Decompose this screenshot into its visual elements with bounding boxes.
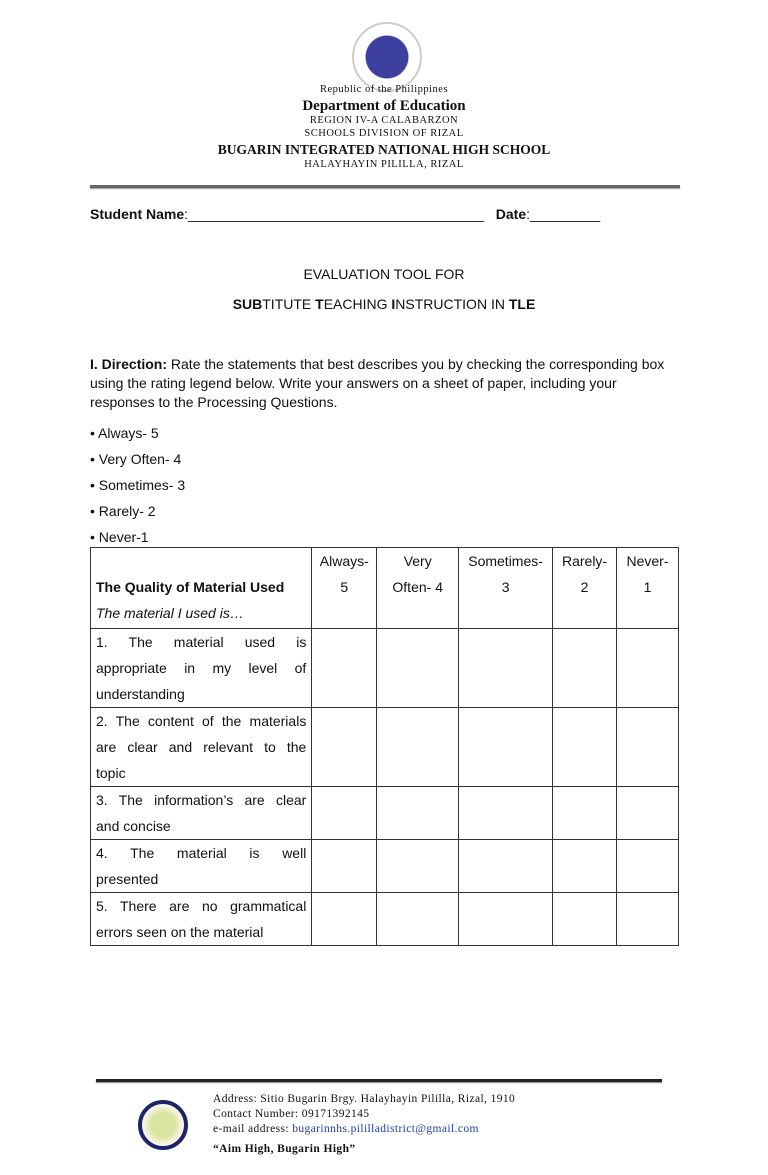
rating-cell[interactable] [377,787,459,840]
statement-1: 1. The material used is appropriate in my level of understanding [91,629,312,708]
rating-cell[interactable] [377,629,459,708]
republic-text: Republic of the Philippines [319,84,449,95]
rating-legend [90,420,185,550]
rating-cell[interactable] [312,787,377,840]
statement-3: 3. The information’s are clear and concise [91,787,312,840]
rating-cell[interactable] [553,893,617,946]
rating-cell[interactable] [617,708,679,787]
rating-cell[interactable] [377,840,459,893]
department-text: Department of Education [302,98,466,114]
header-divider [90,185,680,188]
table-header-row [91,548,679,629]
table-row [91,787,679,840]
student-line [90,206,600,222]
rating-cell[interactable] [617,629,679,708]
school-seal [138,1100,188,1150]
school-motto: “Aim High, Bugarin High” [213,1143,356,1155]
legend-item: • Always- 5 [90,425,159,441]
doc-title-line2: SUBTITUTE TEACHING INSTRUCTION IN TLE [232,296,536,312]
column-header-never: Never- 1 [617,548,679,629]
rating-cell[interactable] [617,893,679,946]
table-row [91,629,679,708]
criterion-subheader: The material I used is… [96,605,244,621]
legend-item: • Sometimes- 3 [90,477,186,493]
footer-contact-number: Contact Number: 09171392145 [213,1108,370,1120]
table-row [91,840,679,893]
region-text: REGION IV-A CALABARZON [309,115,459,126]
direction-paragraph: I. Direction: Rate the statements that best describes you by checking the corresponding box using the rating legend below. Write your answers on a sheet of paper, including your responses to the Processing Questions. [90,356,665,410]
rating-cell[interactable] [459,840,553,893]
rating-cell[interactable] [617,787,679,840]
student-name-label: Student Name [90,206,185,222]
date-label: Date [495,206,527,222]
statement-5: 5. There are no grammatical errors seen on the material [91,893,312,946]
deped-seal [352,22,422,92]
division-text: SCHOOLS DIVISION OF RIZAL [304,128,464,139]
rating-cell[interactable] [459,893,553,946]
column-header-sometimes: Sometimes- 3 [459,548,553,629]
legend-item: • Very Often- 4 [90,451,182,467]
doc-title-line1: EVALUATION TOOL FOR [303,266,465,282]
rating-cell[interactable] [553,840,617,893]
rating-cell[interactable] [312,629,377,708]
rating-cell[interactable] [459,708,553,787]
rating-cell[interactable] [377,893,459,946]
column-header-very-often: Very Often- 4 [377,548,459,629]
table-row [91,893,679,946]
table-row [91,708,679,787]
rating-cell[interactable] [312,708,377,787]
rating-cell[interactable] [459,629,553,708]
statement-4: 4. The material is well presented [91,840,312,893]
statement-2: 2. The content of the materials are clear and relevant to the topic [91,708,312,787]
footer-divider [96,1079,662,1082]
rating-cell[interactable] [377,708,459,787]
student-name-field[interactable]: :______________________________________ [184,206,484,222]
column-header-always: Always- 5 [312,548,377,629]
rating-cell[interactable] [553,708,617,787]
rating-cell[interactable] [459,787,553,840]
criterion-header: The Quality of Material Used [96,579,285,595]
footer-contact: Address: Sitio Bugarin Brgy. Halayhayin Pililla, Rizal, 1910 Contact Number: 09171392145 e-mail address: bugarinnhs.pililladistrict@gmail.com “Aim High, Bugarin High” [213,1093,516,1155]
rating-cell[interactable] [553,787,617,840]
footer-address: Address: Sitio Bugarin Brgy. Halayhayin Pililla, Rizal, 1910 [213,1093,516,1105]
column-header-rarely: Rarely- 2 [553,548,617,629]
rating-cell[interactable] [312,840,377,893]
location-text: HALAYHAYIN PILILLA, RIZAL [304,159,464,170]
legend-item: • Never-1 [90,529,149,545]
date-field[interactable]: :_________ [526,206,601,222]
rating-cell[interactable] [312,893,377,946]
school-name: BUGARIN INTEGRATED NATIONAL HIGH SCHOOL [217,142,551,157]
rating-cell[interactable] [617,840,679,893]
evaluation-table [90,547,679,946]
legend-item: • Rarely- 2 [90,503,156,519]
email-link[interactable]: bugarinnhs.pililladistrict@gmail.com [292,1123,479,1135]
rating-cell[interactable] [553,629,617,708]
